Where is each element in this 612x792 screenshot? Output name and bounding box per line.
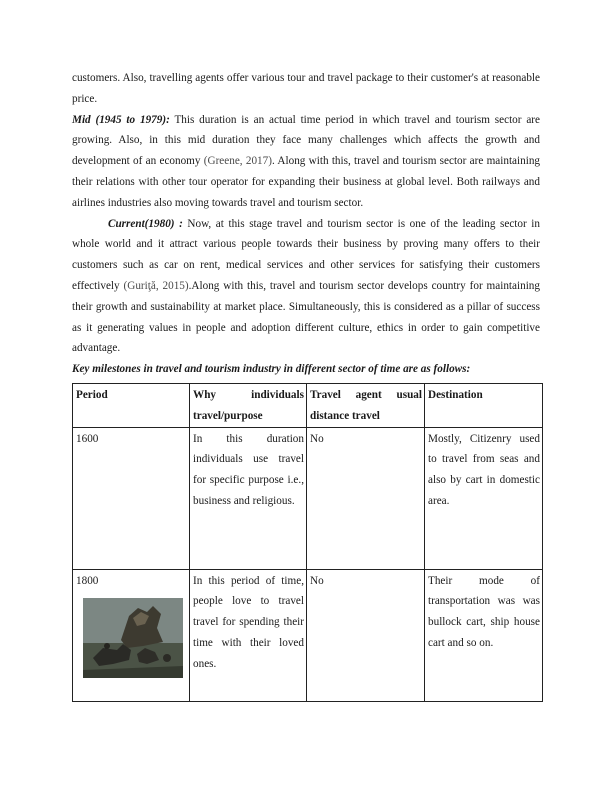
cell-period-with-image xyxy=(73,569,190,701)
cell-period: 1800 xyxy=(76,574,99,587)
cell-agent: No xyxy=(307,427,425,569)
header-purpose: Why individuals travel/purpose xyxy=(190,384,307,428)
table-header-row xyxy=(73,384,543,428)
photo-scene-graphic xyxy=(83,598,183,678)
cell-period: 1600 xyxy=(73,427,190,569)
cell-destination: Mostly, Citizenry used to travel from seas and also by cart in domestic area. xyxy=(425,427,543,569)
header-destination: Destination xyxy=(425,384,543,428)
current-period-text-b: .Along with this, travel and tourism sector develops country for maintaining their growth and sustainability at market place. Simultaneously, this is considered as a pillar of success as it generating values in people and adoption different culture, ethics in order to gain competitive advantage. xyxy=(72,279,540,355)
mid-period-label: Mid (1945 to 1979): xyxy=(72,113,170,126)
mid-period-text-b: . Along with this, travel and tourism sector are maintaining their relations with other tour operator for expanding their business at global level. Both railways and airlines industries also moving towards travel and tourism sector. xyxy=(72,155,541,209)
milestones-table xyxy=(72,383,543,702)
citation-gurita: (Guriţă, 2015) xyxy=(123,279,189,292)
cell-purpose: In this duration individuals use travel for specific purpose i.e., business and religious. xyxy=(190,427,307,569)
historical-travel-photo xyxy=(83,598,183,678)
current-period-text-a: Now, at this stage travel and tourism sector is one of the leading sector in whole world and it attract various people towards their business by proving many offers to their customers such as car on rent, medical services and other services for satisfying their customers effectively xyxy=(72,217,540,292)
paragraph-mid-period xyxy=(72,110,540,214)
cell-destination: Their mode of transportation was was bullock cart, ship house cart and so on. xyxy=(425,569,543,701)
table-row xyxy=(73,569,543,701)
table-row xyxy=(73,427,543,569)
header-period: Period xyxy=(73,384,190,428)
cell-agent: No xyxy=(307,569,425,701)
table-caption: Key milestones in travel and tourism industry in different sector of time are as follows: xyxy=(72,363,471,376)
current-period-label: Current(1980) : xyxy=(108,217,183,230)
citation-greene: (Greene, 2017) xyxy=(203,155,272,168)
cell-purpose: In this period of time, people love to travel travel for spending their time with their loved ones. xyxy=(190,569,307,701)
paragraph-current-period xyxy=(72,214,540,360)
mid-period-text-a: This duration is an actual time period in which travel and tourism sector are growing. Also, in this mid duration they face many challenges which affects the growth and development of an economy xyxy=(72,113,540,168)
body-text xyxy=(72,68,540,380)
paragraph-intro: customers. Also, travelling agents offer various tour and travel package to their customer's at reasonable price. xyxy=(72,72,540,105)
header-agent: Travel agent usual distance travel xyxy=(307,384,425,428)
